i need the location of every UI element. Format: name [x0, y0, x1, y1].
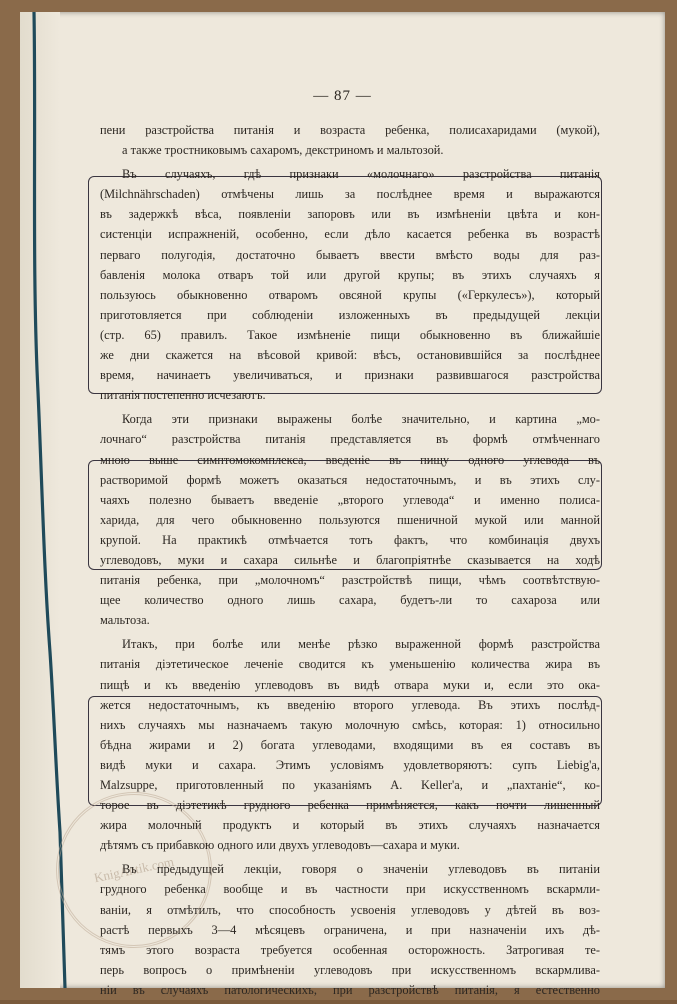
- text-line: Malzsuppe, приготовленный по указаніямъ A. Keller'a, и „пахтаніе“, ко-: [100, 778, 600, 792]
- text-line: Въ случаяхъ, гдѣ признаки «молочнаго» разстройства питанія: [122, 167, 600, 182]
- paragraph-3: [100, 409, 600, 630]
- text-line: пени разстройства питанія и возраста ребенка, полисахаридами (мукой),: [100, 123, 600, 137]
- text-line: (Milchnährschaden) отмѣчены лишь за послѣднее время и выражаются: [100, 187, 600, 202]
- text-line: питанія ребенка, при „молочномъ“ разстройствѣ пищи, чѣмъ соотвѣтствую-: [100, 573, 600, 588]
- text-line: щее количество одного лишь сахара, будетъ-ли то сахароза или: [100, 593, 600, 608]
- text-line: дѣтямъ съ прибавкою одного или двухъ углеводовъ—сахара и муки.: [100, 838, 460, 853]
- text-line: мальтоза.: [100, 613, 150, 628]
- paragraph-1: [100, 120, 600, 160]
- text-line: углеводовъ, муки и сахара сильнѣе и благопріятнѣе сказывается на ходѣ: [100, 552, 600, 567]
- text-line: перь вопросъ о примѣненіи углеводовъ при искусственномъ вскармлива-: [100, 962, 600, 977]
- text-line: торое въ діэтетикѣ грудного ребенка примѣняется, какъ почти лишенный: [100, 798, 600, 813]
- paragraph-2: [100, 164, 600, 405]
- text-line: чаяхъ полезно бываетъ введеніе „второго углевода“ и именно полиса-: [100, 492, 600, 507]
- text-line: пищѣ и къ введенію углеводовъ въ видѣ отвара муки и, если это ока-: [100, 677, 600, 692]
- text-line: жира молочный продуктъ и который въ этихъ случаяхъ назначается: [100, 818, 600, 833]
- book-page: [20, 12, 665, 997]
- paragraph-5: [100, 859, 600, 1000]
- text-line: пользуюсь обыкновенно отваромъ овсяной крупы («Геркулесъ»), который: [100, 287, 600, 302]
- text-line: (стр. 65) правилъ. Такое измѣненіе пищи обыкновенно въ ближайшіе: [100, 327, 600, 342]
- text-line: систенціи испражненій, особенно, если дѣло касается ребенка въ возрастѣ: [100, 227, 600, 242]
- body-text: [100, 120, 600, 1004]
- text-line: Въ предыдущей лекціи, говоря о значеніи углеводовъ въ питаніи: [122, 862, 600, 877]
- paragraph-4: [100, 634, 600, 855]
- text-line: ваніи, я отмѣтилъ, что способность усвоенія углеводовъ у дѣтей въ воз-: [100, 902, 600, 917]
- text-line: крупой. На практикѣ отмѣчается тотъ фактъ, что комбинація двухъ: [100, 532, 600, 547]
- watermark-text: KnigAntik.com: [92, 853, 176, 886]
- text-line: Итакъ, при болѣе или менѣе рѣзко выраженной формѣ разстройства: [122, 637, 600, 652]
- text-line: нихъ случаяхъ мы назначаемъ такую молочную смѣсь, которая: 1) относильно: [100, 717, 600, 732]
- text-line: тямъ этого возраста требуется особенная осторожность. Затрогивая те-: [100, 942, 600, 957]
- page-number: — 87 —: [313, 88, 372, 104]
- text-line: питанія діэтетическое леченіе сводится къ уменьшенію количества жира въ: [100, 657, 600, 672]
- text-line: а также тростниковымъ сахаромъ, декстриномъ и мальтозой.: [122, 143, 444, 158]
- text-line: ніи въ случаяхъ патологическихъ, при разстройствѣ питанія, я естественно: [100, 982, 600, 997]
- text-line: растворимой формѣ можетъ оказаться недостаточнымъ, и въ этихъ слу-: [100, 472, 600, 487]
- text-line: жется недостаточнымъ, къ введенію второго углевода. Въ этихъ послѣд-: [100, 697, 600, 712]
- text-line: же дни скажется на вѣсовой кривой: вѣсъ, остановившійся за послѣднее: [100, 348, 600, 363]
- text-line: грудного ребенка вообще и въ частности при искусственномъ вскармли-: [100, 882, 600, 897]
- text-line: мною выше симптомокомплекса, введеніе въ пищу одного углевода въ: [100, 452, 600, 467]
- text-line: приготовляется при соблюденіи изложенныхъ въ предыдущей лекціи: [100, 307, 600, 322]
- text-line: время, начинаетъ увеличиваться, и признаки развившагося разстройства: [100, 368, 600, 383]
- text-line: бавленія молока отваръ той или другой крупы; въ этихъ случаяхъ я: [100, 267, 600, 282]
- text-line: питанія постепенно исчезаютъ.: [100, 388, 266, 403]
- text-line: растѣ первыхъ 3—4 мѣсяцевъ ограничена, и при назначеніи ихъ дѣ-: [100, 922, 600, 937]
- text-line: харида, для чего обыкновенно пользуются пшеничной мукой или манной: [100, 512, 600, 527]
- text-line: видѣ муки и сахара. Этимъ условіямъ удовлетворяютъ: супъ Liebig'a,: [100, 757, 600, 772]
- text-line: перваго полугодія, достаточно бываетъ ввести вмѣсто воды для раз-: [100, 247, 600, 262]
- text-line: бѣдна жирами и 2) богата углеводами, входящими въ ея составъ въ: [100, 737, 600, 752]
- text-line: въ задержкѣ вѣса, появленіи запоровъ или въ измѣненіи цвѣта и кон-: [100, 207, 600, 222]
- text-line: Когда эти признаки выражены болѣе значительно, и картина „мо-: [122, 412, 600, 427]
- text-line: лочнаго“ разстройства питанія представляется въ формѣ отмѣченнаго: [100, 432, 600, 447]
